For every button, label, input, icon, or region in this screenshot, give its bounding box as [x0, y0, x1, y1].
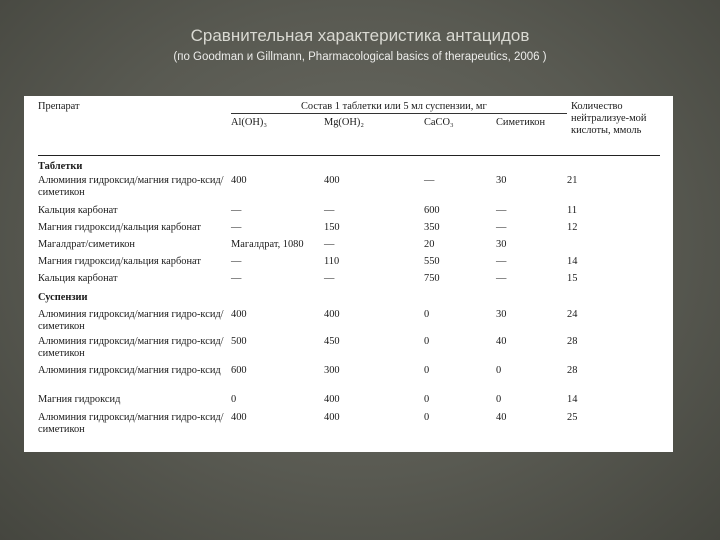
cell-sim: 0 — [496, 364, 502, 376]
table-row — [38, 239, 660, 256]
table-row — [38, 222, 660, 239]
cell-mg: — — [324, 204, 335, 216]
cell-qty: 14 — [567, 255, 578, 267]
cell-qty: 25 — [567, 411, 578, 423]
cell-ca: 0 — [424, 308, 430, 320]
cell-mg: 400 — [324, 308, 340, 320]
table-row — [38, 175, 660, 205]
cell-qty: 14 — [567, 393, 578, 405]
cell-sim: — — [496, 221, 507, 233]
section-title: Суспензии — [38, 291, 88, 303]
table-row — [38, 394, 660, 412]
drug-name: Алюминия гидроксид/магния гидро-ксид/симетикон — [38, 411, 224, 435]
cell-ca: 0 — [424, 393, 430, 405]
cell-al: — — [231, 255, 242, 267]
drug-name: Алюминия гидроксид/магния гидро-ксид/симетикон — [38, 308, 224, 332]
table-row — [38, 205, 660, 222]
header-simethicone: Симетикон — [496, 114, 567, 156]
cell-qty: 21 — [567, 174, 578, 186]
cell-qty: 15 — [567, 272, 578, 284]
cell-al: Магалдрат, 1080 — [231, 238, 304, 250]
table-row — [38, 273, 660, 290]
slide-title: Сравнительная характеристика антацидов — [190, 26, 530, 45]
cell-mg: 400 — [324, 174, 340, 186]
cell-ca: 750 — [424, 272, 440, 284]
cell-mg: 450 — [324, 335, 340, 347]
cell-mg: 400 — [324, 411, 340, 423]
cell-mg: 150 — [324, 221, 340, 233]
cell-al: — — [231, 272, 242, 284]
cell-sim: — — [496, 204, 507, 216]
cell-al: 500 — [231, 335, 247, 347]
cell-ca: — — [424, 174, 435, 186]
header-mg-oh2: Mg(OH)₂ — [324, 114, 424, 156]
cell-al: 400 — [231, 308, 247, 320]
drug-name: Магния гидроксид/кальция карбонат — [38, 255, 201, 267]
cell-al: 600 — [231, 364, 247, 376]
cell-ca: 550 — [424, 255, 440, 267]
cell-qty: 12 — [567, 221, 578, 233]
cell-qty: 24 — [567, 308, 578, 320]
cell-al: — — [231, 204, 242, 216]
cell-mg: 110 — [324, 255, 340, 267]
cell-sim: — — [496, 255, 507, 267]
cell-mg: — — [324, 238, 335, 250]
section-title: Таблетки — [38, 161, 83, 172]
cell-ca: 600 — [424, 204, 440, 216]
cell-sim: — — [496, 272, 507, 284]
cell-ca: 20 — [424, 238, 435, 250]
cell-al: 400 — [231, 411, 247, 423]
cell-mg: — — [324, 272, 335, 284]
cell-ca: 0 — [424, 411, 430, 423]
cell-qty: 11 — [567, 204, 578, 216]
drug-name: Магния гидроксид — [38, 393, 121, 405]
drug-name: Магния гидроксид/кальция карбонат — [38, 221, 201, 233]
cell-sim: 40 — [496, 335, 507, 347]
drug-name: Кальция карбонат — [38, 272, 118, 284]
drug-name: Алюминия гидроксид/магния гидро-ксид/симетикон — [38, 174, 224, 198]
table-row — [38, 336, 660, 365]
cell-ca: 350 — [424, 221, 440, 233]
drug-name: Алюминия гидроксид/магния гидро-ксид — [38, 364, 221, 376]
table-row — [38, 365, 660, 394]
scanned-table-image — [24, 96, 673, 452]
header-al-oh3: Al(OH)₃ — [231, 114, 324, 156]
antacid-table — [38, 96, 660, 442]
drug-name: Магалдрат/симетикон — [38, 238, 135, 250]
cell-qty: 28 — [567, 335, 578, 347]
slide-subtitle: (по Goodman и Gillmann, Pharmacological basics of therapeutics, 2006 ) — [173, 51, 547, 63]
cell-sim: 30 — [496, 174, 507, 186]
cell-ca: 0 — [424, 364, 430, 376]
cell-mg: 300 — [324, 364, 340, 376]
cell-ca: 0 — [424, 335, 430, 347]
cell-al: 400 — [231, 174, 247, 186]
header-neutralized-acid: Количество нейтрализуе-мой кислоты, ммоль — [567, 96, 660, 156]
cell-sim: 30 — [496, 308, 507, 320]
cell-sim: 30 — [496, 238, 507, 250]
cell-sim: 0 — [496, 393, 502, 405]
table-row — [38, 412, 660, 442]
cell-al: — — [231, 221, 242, 233]
cell-al: 0 — [231, 393, 237, 405]
drug-name: Кальция карбонат — [38, 204, 118, 216]
header-composition: Состав 1 таблетки или 5 мл суспензии, мг — [231, 96, 567, 114]
cell-sim: 40 — [496, 411, 507, 423]
table-row — [38, 256, 660, 273]
drug-name: Алюминия гидроксид/магния гидро-ксид/симетикон — [38, 335, 224, 359]
table-row — [38, 306, 660, 336]
cell-qty: 28 — [567, 364, 578, 376]
header-caco3: CaCO₃ — [424, 114, 496, 156]
cell-qty — [567, 239, 660, 256]
cell-mg: 400 — [324, 393, 340, 405]
header-drug: Препарат — [38, 101, 80, 112]
